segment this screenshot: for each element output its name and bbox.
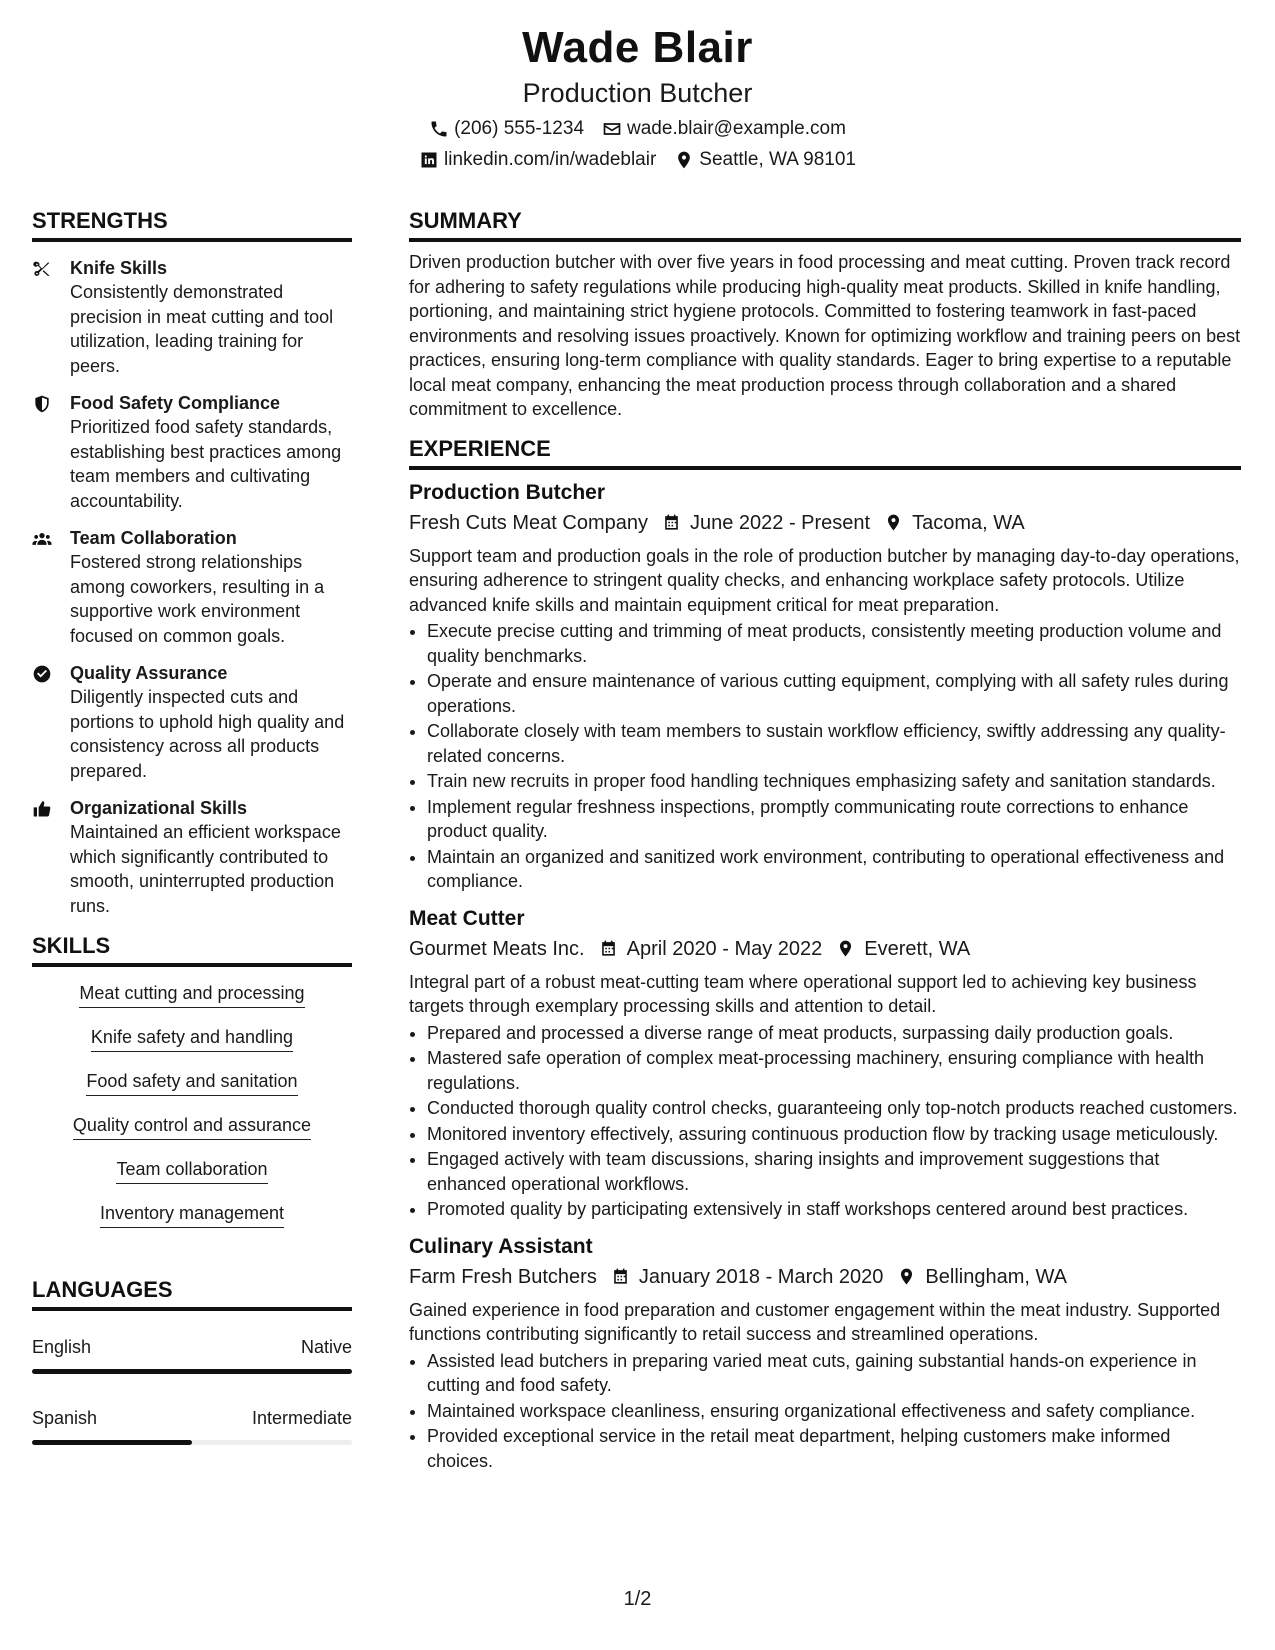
experience-heading: EXPERIENCE	[409, 434, 1241, 470]
strength-desc: Consistently demonstrated precision in meat cutting and tool utilization, leading training for peers.	[70, 282, 334, 376]
envelope-icon	[602, 119, 622, 139]
shield-icon	[32, 394, 52, 414]
map-pin-icon	[836, 939, 855, 958]
summary-text: Driven production butcher with over five years in food processing and meat cutting. Proven track record for adhering to safety regulations while producing high-quality meat products. Skilled in knife handling, portioning, and maintaining strict hygiene protocols. Committed to fostering teamwork in fast-paced environments and resolving issues proactively. Known for optimizing workflow and training peers on best practices, ensuring long-term compliance with quality standards. Eager to bring expertise to a reputable local meat company, enhancing the meat production process through collaboration and a shared commitment to excellence.	[409, 252, 1241, 419]
left-column	[32, 206, 352, 1465]
email-text: wade.blair@example.com	[627, 118, 846, 139]
languages-list	[32, 1319, 352, 1445]
job-bullet: • Train new recruits in proper food handling techniques emphasizing safety and sanitation standards.	[427, 769, 1241, 794]
job-bullet: • Execute precise cutting and trimming of meat products, consistently meeting production volume and quality benchmarks.	[427, 619, 1241, 668]
skill-item: Food safety and sanitation	[86, 1069, 297, 1096]
language-bar-track	[32, 1440, 352, 1445]
job-dates: January 2018 - March 2020	[638, 1265, 884, 1288]
language-name: Spanish	[32, 1408, 98, 1428]
language-item	[32, 1404, 352, 1445]
phone-contact[interactable]	[429, 116, 584, 142]
job-bullet: • Maintained workspace cleanliness, ensuring organizational effectiveness and safety compliance.	[427, 1399, 1241, 1424]
job-meta	[409, 1262, 1241, 1292]
location-contact	[674, 147, 856, 173]
skill-item: Inventory management	[100, 1201, 284, 1228]
job-company: Farm Fresh Butchers	[409, 1265, 597, 1288]
strength-desc: Diligently inspected cuts and portions to uphold high quality and consistency across all products prepared.	[70, 687, 345, 781]
strength-item	[32, 256, 352, 378]
contact-row-1	[0, 116, 1275, 142]
strength-title: Food Safety Compliance	[70, 393, 281, 413]
strength-item	[32, 391, 352, 513]
language-level: Native	[300, 1337, 352, 1357]
map-pin-icon	[674, 150, 694, 170]
resume-header	[0, 18, 1275, 173]
calendar-icon	[599, 939, 618, 958]
language-name: English	[32, 1337, 92, 1357]
job-bullet: • Collaborate closely with team members to sustain workflow efficiency, swiftly addressing any quality-related concerns.	[427, 719, 1241, 768]
summary-heading: SUMMARY	[409, 206, 1241, 242]
phone-icon	[429, 119, 449, 139]
job-bullet: • Provided exceptional service in the retail meat department, helping customers make informed choices.	[427, 1424, 1241, 1473]
strength-desc: Maintained an efficient workspace which significantly contributed to smooth, uninterrupted production runs.	[70, 822, 341, 916]
strength-item	[32, 526, 352, 648]
job-title: Culinary Assistant	[409, 1234, 593, 1258]
job-bullet: • Conducted thorough quality control checks, guaranteeing only top-notch products reached customers.	[427, 1096, 1241, 1121]
job-description: Integral part of a robust meat-cutting team where operational support led to achieving key business targets through exemplary processing skills and attention to detail.	[409, 971, 1197, 1016]
candidate-name: Wade Blair	[522, 23, 753, 72]
strength-title: Knife Skills	[70, 258, 168, 278]
job-bullet: • Assisted lead butchers in preparing varied meat cuts, gaining substantial hands-on experience in cutting and food safety.	[427, 1349, 1241, 1398]
knife-icon	[32, 259, 52, 279]
job-dates: April 2020 - May 2022	[626, 937, 823, 960]
job-description: Gained experience in food preparation and customer engagement within the meat industry. Supported functions contributing significantly to retail success and streamlined operations.	[409, 1299, 1221, 1344]
linkedin-text: linkedin.com/in/wadeblair	[444, 149, 657, 170]
users-icon	[32, 529, 52, 549]
language-bar-fill	[32, 1369, 352, 1374]
calendar-icon	[662, 513, 681, 532]
contact-row-2	[0, 147, 1275, 173]
job-location: Bellingham, WA	[925, 1265, 1067, 1288]
job-bullet: • Monitored inventory effectively, assuring continuous production flow by tracking usage meticulously.	[427, 1122, 1241, 1147]
job-title: Production Butcher	[409, 480, 606, 504]
job-bullet: • Mastered safe operation of complex meat-processing machinery, ensuring compliance with health regulations.	[427, 1046, 1241, 1095]
job-location: Everett, WA	[864, 937, 971, 960]
job-bullets	[409, 1349, 1241, 1474]
skills-list	[32, 975, 352, 1245]
check-circle-icon	[32, 664, 52, 684]
map-pin-icon	[897, 1267, 916, 1286]
skill-item: Quality control and assurance	[73, 1113, 311, 1140]
email-contact[interactable]	[602, 116, 846, 142]
job-entry	[409, 478, 1241, 894]
strength-desc: Prioritized food safety standards, establishing best practices among team members and cultivating accountability.	[70, 417, 342, 511]
right-column	[409, 206, 1241, 1483]
language-item	[32, 1333, 352, 1374]
job-bullet: • Maintain an organized and sanitized work environment, contributing to operational effectiveness and compliance.	[427, 845, 1241, 894]
job-company: Gourmet Meats Inc.	[409, 937, 585, 960]
strength-title: Quality Assurance	[70, 663, 228, 683]
job-bullets	[409, 1021, 1241, 1222]
language-bar-fill	[32, 1440, 192, 1445]
job-bullet: • Engaged actively with team discussions, sharing insights and improvement suggestions that enhanced operational workflows.	[427, 1147, 1241, 1196]
languages-heading: LANGUAGES	[32, 1275, 352, 1311]
job-bullets	[409, 619, 1241, 894]
job-location: Tacoma, WA	[912, 511, 1025, 534]
strengths-list	[32, 250, 352, 918]
location-text: Seattle, WA 98101	[699, 149, 856, 170]
job-entry	[409, 1232, 1241, 1474]
strength-desc: Fostered strong relationships among coworkers, resulting in a supportive work environment focused on common goals.	[70, 552, 325, 646]
thumbs-up-icon	[32, 799, 52, 819]
experience-list	[409, 478, 1241, 1474]
job-entry	[409, 904, 1241, 1222]
skill-item: Team collaboration	[116, 1157, 267, 1184]
page-number: 1/2	[623, 1588, 652, 1610]
skill-item: Knife safety and handling	[91, 1025, 293, 1052]
job-bullet: • Implement regular freshness inspections, promptly communicating route corrections to enhance product quality.	[427, 795, 1241, 844]
linkedin-icon	[419, 150, 439, 170]
job-description: Support team and production goals in the role of production butcher by managing day-to-day operations, ensuring adherence to stringent quality checks, and enhancing workplace safety protocols. Utilize advanced knife skills and maintain equipment critical for meat preparation.	[409, 545, 1240, 615]
job-company: Fresh Cuts Meat Company	[409, 511, 648, 534]
phone-text: (206) 555-1234	[454, 118, 585, 139]
calendar-icon	[611, 1267, 630, 1286]
job-bullet: • Prepared and processed a diverse range of meat products, surpassing daily production goals.	[427, 1021, 1241, 1046]
job-dates: June 2022 - Present	[689, 511, 871, 534]
strength-title: Organizational Skills	[70, 798, 248, 818]
language-level: Intermediate	[251, 1408, 352, 1428]
candidate-title: Production Butcher	[522, 78, 753, 108]
job-meta	[409, 934, 1241, 964]
strengths-heading: STRENGTHS	[32, 206, 352, 242]
language-bar-track	[32, 1369, 352, 1374]
strength-item	[32, 796, 352, 918]
skills-heading: SKILLS	[32, 931, 352, 967]
strength-title: Team Collaboration	[70, 528, 237, 548]
linkedin-contact[interactable]	[419, 147, 656, 173]
strength-item	[32, 661, 352, 783]
job-meta	[409, 508, 1241, 538]
map-pin-icon	[884, 513, 903, 532]
job-title: Meat Cutter	[409, 906, 525, 930]
skill-item: Meat cutting and processing	[79, 981, 304, 1008]
job-bullet: • Operate and ensure maintenance of various cutting equipment, complying with all safety rules during operations.	[427, 669, 1241, 718]
job-bullet: • Promoted quality by participating extensively in staff workshops centered around best practices.	[427, 1197, 1241, 1222]
